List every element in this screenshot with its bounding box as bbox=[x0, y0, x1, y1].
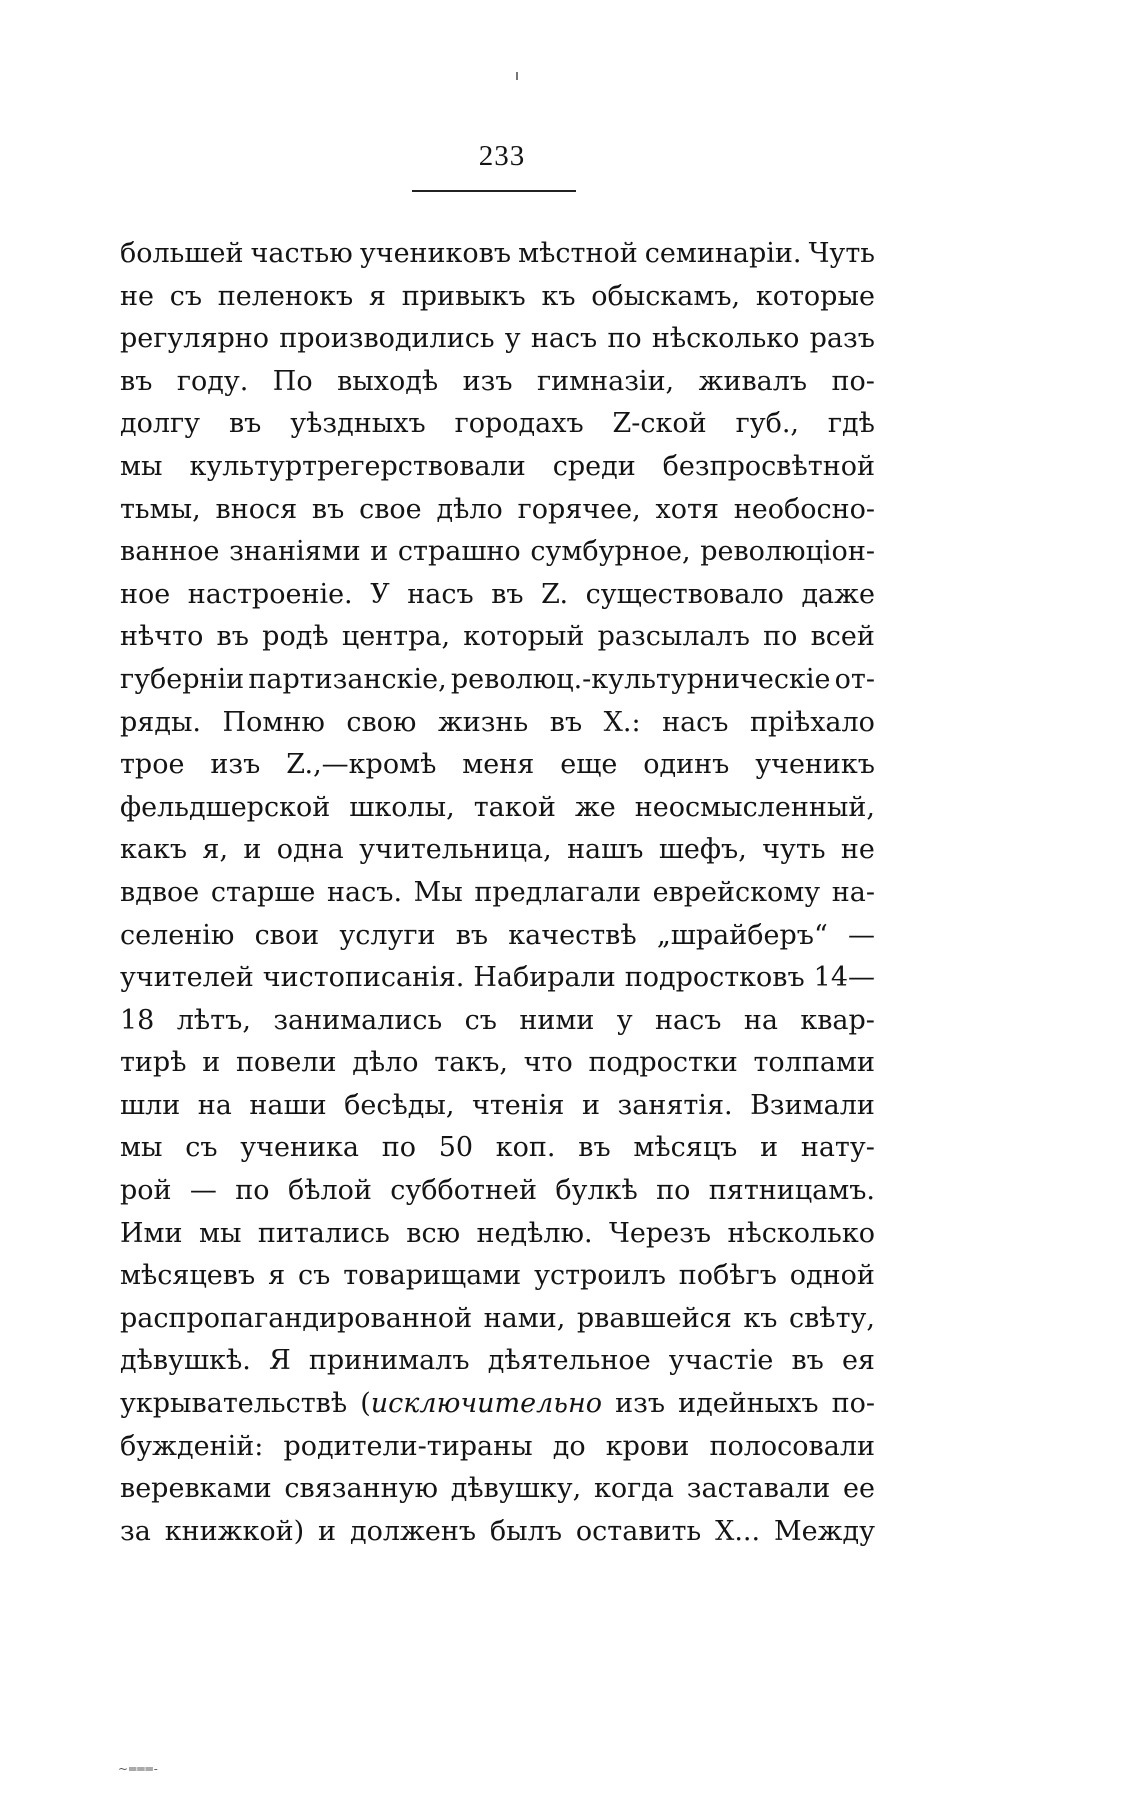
word: такъ, bbox=[434, 1047, 508, 1079]
word: подростки bbox=[588, 1047, 738, 1079]
word: въ bbox=[791, 1345, 824, 1377]
word: изъ bbox=[210, 749, 261, 781]
word: шли bbox=[120, 1089, 181, 1121]
word: наши bbox=[249, 1089, 327, 1121]
word: съ bbox=[185, 1132, 218, 1164]
text-line bbox=[120, 446, 875, 489]
word: въ bbox=[120, 365, 153, 397]
word: тьмы, bbox=[120, 493, 201, 525]
word: 50 bbox=[438, 1132, 474, 1164]
word: привыкъ bbox=[401, 280, 526, 312]
word: родители-тираны bbox=[283, 1430, 533, 1462]
word: съ bbox=[298, 1260, 331, 1292]
word: свѣту, bbox=[788, 1302, 875, 1334]
word: Набирали bbox=[473, 962, 616, 994]
word: учениковъ bbox=[359, 238, 512, 269]
word: году. bbox=[176, 365, 249, 397]
page-number: 233 bbox=[478, 140, 526, 172]
word: и bbox=[581, 1089, 600, 1121]
word: ея bbox=[841, 1345, 875, 1377]
word: въ bbox=[549, 706, 583, 738]
word: въ bbox=[311, 493, 345, 525]
word: оставить bbox=[575, 1515, 702, 1547]
text-line bbox=[120, 361, 875, 404]
word: „шрайберъ“ bbox=[656, 919, 828, 951]
word: производились bbox=[279, 323, 495, 355]
word: живалъ bbox=[698, 365, 808, 397]
word: учителей bbox=[120, 962, 254, 994]
word: субботней bbox=[390, 1175, 537, 1207]
word: коп. bbox=[495, 1132, 556, 1164]
text-line bbox=[120, 574, 875, 617]
word: родѣ bbox=[262, 621, 329, 653]
word: X... bbox=[715, 1515, 761, 1547]
word: одна bbox=[276, 834, 344, 866]
word: регулярно bbox=[120, 323, 270, 355]
word: такой bbox=[473, 791, 556, 823]
word: пятницамъ. bbox=[708, 1175, 875, 1207]
word: городахъ bbox=[454, 408, 584, 440]
word: еще bbox=[560, 749, 618, 781]
word: подростковъ bbox=[624, 962, 805, 994]
word: дѣвушку, bbox=[450, 1473, 582, 1505]
word: Помню bbox=[222, 706, 325, 738]
word: повели bbox=[235, 1047, 337, 1079]
word: страшно bbox=[397, 536, 521, 568]
word: и bbox=[243, 834, 262, 866]
word: бѣлой bbox=[287, 1175, 372, 1207]
word: неосмысленный, bbox=[634, 791, 875, 823]
word: въ bbox=[228, 408, 262, 440]
word: по bbox=[607, 323, 642, 355]
word: заставали bbox=[686, 1473, 831, 1505]
word: мы bbox=[198, 1217, 242, 1249]
word: не bbox=[120, 280, 154, 312]
word: и bbox=[202, 1047, 221, 1079]
word: всей bbox=[810, 621, 875, 653]
word: книжкой) bbox=[164, 1515, 305, 1547]
word: нѣсколько bbox=[651, 323, 800, 355]
word: булкѣ bbox=[555, 1175, 638, 1207]
word: У bbox=[370, 578, 390, 610]
word: школы, bbox=[349, 791, 455, 823]
word: устроилъ bbox=[534, 1260, 666, 1292]
word: изъ bbox=[615, 1388, 666, 1420]
word: мѣсяцевъ bbox=[120, 1260, 256, 1292]
word: у bbox=[504, 323, 521, 355]
word: ученика bbox=[240, 1132, 359, 1164]
word: большей bbox=[120, 238, 244, 269]
text-line bbox=[120, 1340, 875, 1383]
word: толпами bbox=[753, 1047, 875, 1079]
word: ее bbox=[842, 1473, 875, 1505]
word: уѣздныхъ bbox=[290, 408, 426, 440]
word: дѣвушкѣ. bbox=[120, 1345, 251, 1377]
word: рой bbox=[120, 1175, 172, 1207]
word: занимались bbox=[273, 1004, 443, 1036]
word: нами, bbox=[483, 1302, 566, 1334]
word: побѣгъ bbox=[678, 1260, 777, 1292]
text-line bbox=[120, 1213, 875, 1256]
word: по bbox=[381, 1132, 416, 1164]
word: свое bbox=[359, 493, 422, 525]
text-line bbox=[120, 1426, 875, 1469]
word: нѣсколько bbox=[727, 1217, 875, 1249]
word: идейныхъ bbox=[678, 1388, 819, 1420]
word: по bbox=[656, 1175, 691, 1207]
word: ряды. bbox=[120, 706, 202, 738]
word: нату- bbox=[800, 1132, 875, 1164]
word: полосовали bbox=[709, 1430, 875, 1462]
word: губ., bbox=[735, 408, 800, 440]
word: Чуть bbox=[808, 238, 875, 269]
word: и bbox=[318, 1515, 337, 1547]
word: Z.,—кромѣ bbox=[286, 749, 437, 781]
word: товарищами bbox=[343, 1260, 522, 1292]
print-speck bbox=[516, 72, 518, 80]
word: бесѣды, bbox=[344, 1089, 455, 1121]
text-line bbox=[120, 318, 875, 361]
word: шефъ, bbox=[658, 834, 747, 866]
word: я bbox=[268, 1260, 286, 1292]
word: культуртрегерствовали bbox=[189, 450, 526, 482]
word: насъ. bbox=[327, 876, 403, 908]
word: — bbox=[847, 919, 875, 951]
word: квар- bbox=[800, 1004, 875, 1036]
text-line bbox=[120, 403, 875, 446]
word: насъ bbox=[407, 578, 474, 610]
word: связанную bbox=[284, 1473, 438, 1505]
word: старше bbox=[210, 876, 316, 908]
word: среди bbox=[552, 450, 636, 482]
word: въ bbox=[491, 578, 524, 610]
word: 18 bbox=[120, 1004, 155, 1036]
word: же bbox=[574, 791, 616, 823]
word: веревками bbox=[120, 1473, 272, 1505]
word: разъ bbox=[809, 323, 875, 355]
word: одной bbox=[789, 1260, 875, 1292]
word: изъ bbox=[462, 365, 513, 397]
word: хотя bbox=[655, 493, 719, 525]
word: революціон- bbox=[700, 536, 875, 568]
text-line bbox=[120, 489, 875, 532]
word: разсылалъ bbox=[597, 621, 750, 653]
word: настроеніе. bbox=[187, 578, 353, 610]
word: къ bbox=[541, 280, 576, 312]
text-line bbox=[120, 233, 875, 276]
text-line bbox=[120, 1085, 875, 1128]
word: у bbox=[616, 1004, 633, 1036]
word: былъ bbox=[489, 1515, 562, 1547]
word: свою bbox=[346, 706, 417, 738]
word: частью bbox=[250, 238, 353, 269]
word: въ bbox=[455, 919, 489, 951]
word: и bbox=[370, 536, 389, 568]
text-line bbox=[120, 702, 875, 745]
word: от- bbox=[834, 663, 875, 695]
word: какъ bbox=[120, 834, 188, 866]
word: по- bbox=[831, 365, 875, 397]
word: я, bbox=[202, 834, 229, 866]
word: По bbox=[272, 365, 313, 397]
word: бужденій: bbox=[120, 1430, 264, 1462]
word: за bbox=[120, 1515, 151, 1547]
word: пеленокъ bbox=[217, 280, 354, 312]
word: участіе bbox=[668, 1345, 774, 1377]
word: жизнь bbox=[437, 706, 529, 738]
word: предлагали bbox=[474, 876, 641, 908]
word: насъ bbox=[530, 323, 598, 355]
word: нашъ bbox=[567, 834, 644, 866]
word: знаніями bbox=[229, 536, 361, 568]
word: долгу bbox=[120, 408, 201, 440]
word: еврейскому bbox=[652, 876, 821, 908]
text-line bbox=[120, 1170, 875, 1213]
text-line bbox=[120, 915, 875, 958]
word: даже bbox=[801, 578, 875, 610]
text-line bbox=[120, 1127, 875, 1170]
word: по bbox=[235, 1175, 270, 1207]
word: нѣчто bbox=[120, 621, 204, 653]
word: съ bbox=[464, 1004, 497, 1036]
word: селенію bbox=[120, 919, 235, 951]
word: (исключительно bbox=[360, 1388, 603, 1420]
word: я bbox=[368, 280, 386, 312]
word: чуть bbox=[762, 834, 826, 866]
word: 14— bbox=[813, 962, 875, 994]
word: — bbox=[189, 1175, 217, 1207]
text-line bbox=[120, 1042, 875, 1085]
word: мы bbox=[120, 450, 163, 482]
word: X.: bbox=[603, 706, 641, 738]
word: одинъ bbox=[643, 749, 730, 781]
word: горячее, bbox=[517, 493, 641, 525]
word: тирѣ bbox=[120, 1047, 187, 1079]
word: недѣлю. bbox=[476, 1217, 593, 1249]
word: Я bbox=[268, 1345, 291, 1377]
word: Взимали bbox=[750, 1089, 875, 1121]
word: обыскамъ, bbox=[591, 280, 741, 312]
word: меня bbox=[462, 749, 535, 781]
word: что bbox=[523, 1047, 573, 1079]
word: и bbox=[760, 1132, 779, 1164]
word: услуги bbox=[339, 919, 436, 951]
text-line bbox=[120, 1511, 875, 1554]
text-line bbox=[120, 744, 875, 787]
word: ванное bbox=[120, 536, 220, 568]
word: Мы bbox=[413, 876, 463, 908]
text-line bbox=[120, 276, 875, 319]
text-line bbox=[120, 659, 875, 702]
text-line bbox=[120, 531, 875, 574]
printer-mark: ~═══- bbox=[118, 1762, 159, 1776]
word: Между bbox=[774, 1515, 875, 1547]
word: въ bbox=[216, 621, 249, 653]
word: долженъ bbox=[349, 1515, 476, 1547]
word: дѣятельное bbox=[487, 1345, 651, 1377]
word: распропагандированной bbox=[120, 1302, 473, 1334]
word: гимназіи, bbox=[536, 365, 675, 397]
word: свои bbox=[254, 919, 320, 951]
word: трое bbox=[120, 749, 185, 781]
word: безпросвѣтной bbox=[662, 450, 875, 482]
word: когда bbox=[593, 1473, 674, 1505]
word: насъ bbox=[655, 1004, 722, 1036]
word: укрывательствѣ bbox=[120, 1388, 348, 1420]
word: дѣло bbox=[352, 1047, 419, 1079]
text-line bbox=[120, 957, 875, 1000]
word: по bbox=[763, 621, 798, 653]
word: губерніи bbox=[120, 663, 245, 695]
word: насъ bbox=[662, 706, 729, 738]
word: съ bbox=[169, 280, 203, 312]
word: до bbox=[552, 1430, 586, 1462]
word: выходѣ bbox=[337, 365, 439, 397]
word: необосно- bbox=[733, 493, 875, 525]
word: на bbox=[197, 1089, 232, 1121]
word: Ими bbox=[120, 1217, 183, 1249]
word: центра, bbox=[341, 621, 451, 653]
word: существовало bbox=[585, 578, 784, 610]
word: не bbox=[840, 834, 875, 866]
word: ученикъ bbox=[755, 749, 875, 781]
word: чистописанія. bbox=[262, 962, 465, 994]
word: пріѣхало bbox=[750, 706, 875, 738]
word: по- bbox=[831, 1388, 875, 1420]
word: фельдшерской bbox=[120, 791, 331, 823]
word: учительница, bbox=[359, 834, 552, 866]
word: гдѣ bbox=[827, 408, 875, 440]
header-rule bbox=[412, 190, 576, 192]
word: Z-ской bbox=[612, 408, 707, 440]
text-line bbox=[120, 1383, 875, 1426]
text-line bbox=[120, 616, 875, 659]
word: революц.-культурническіе bbox=[450, 663, 831, 695]
word: семинаріи. bbox=[644, 238, 802, 269]
word: въ bbox=[578, 1132, 611, 1164]
word: всю bbox=[406, 1217, 461, 1249]
text-line bbox=[120, 872, 875, 915]
word: рвавшейся bbox=[576, 1302, 732, 1334]
word: занятія. bbox=[617, 1089, 733, 1121]
word: мѣстной bbox=[518, 238, 638, 269]
text-line bbox=[120, 1468, 875, 1511]
word: лѣтъ, bbox=[176, 1004, 251, 1036]
word: который bbox=[463, 621, 585, 653]
word: мы bbox=[120, 1132, 163, 1164]
word: ними bbox=[519, 1004, 595, 1036]
word: дѣло bbox=[436, 493, 503, 525]
word: мѣсяцъ bbox=[633, 1132, 738, 1164]
word: на- bbox=[831, 876, 875, 908]
text-line bbox=[120, 787, 875, 830]
word: къ bbox=[743, 1302, 778, 1334]
body-text bbox=[120, 233, 875, 1553]
word: принималъ bbox=[308, 1345, 470, 1377]
word: чтенія bbox=[472, 1089, 565, 1121]
word: Z. bbox=[541, 578, 569, 610]
word: Черезъ bbox=[609, 1217, 712, 1249]
word: качествѣ bbox=[508, 919, 637, 951]
word: партизанскіе, bbox=[248, 663, 447, 695]
word: вдвое bbox=[120, 876, 200, 908]
text-line bbox=[120, 1255, 875, 1298]
text-line bbox=[120, 1000, 875, 1043]
word: питались bbox=[257, 1217, 390, 1249]
word: внося bbox=[215, 493, 298, 525]
word: крови bbox=[605, 1430, 690, 1462]
text-line bbox=[120, 829, 875, 872]
word: которые bbox=[755, 280, 875, 312]
word: ное bbox=[120, 578, 171, 610]
text-line bbox=[120, 1298, 875, 1341]
word: сумбурное, bbox=[530, 536, 691, 568]
word: на bbox=[743, 1004, 778, 1036]
